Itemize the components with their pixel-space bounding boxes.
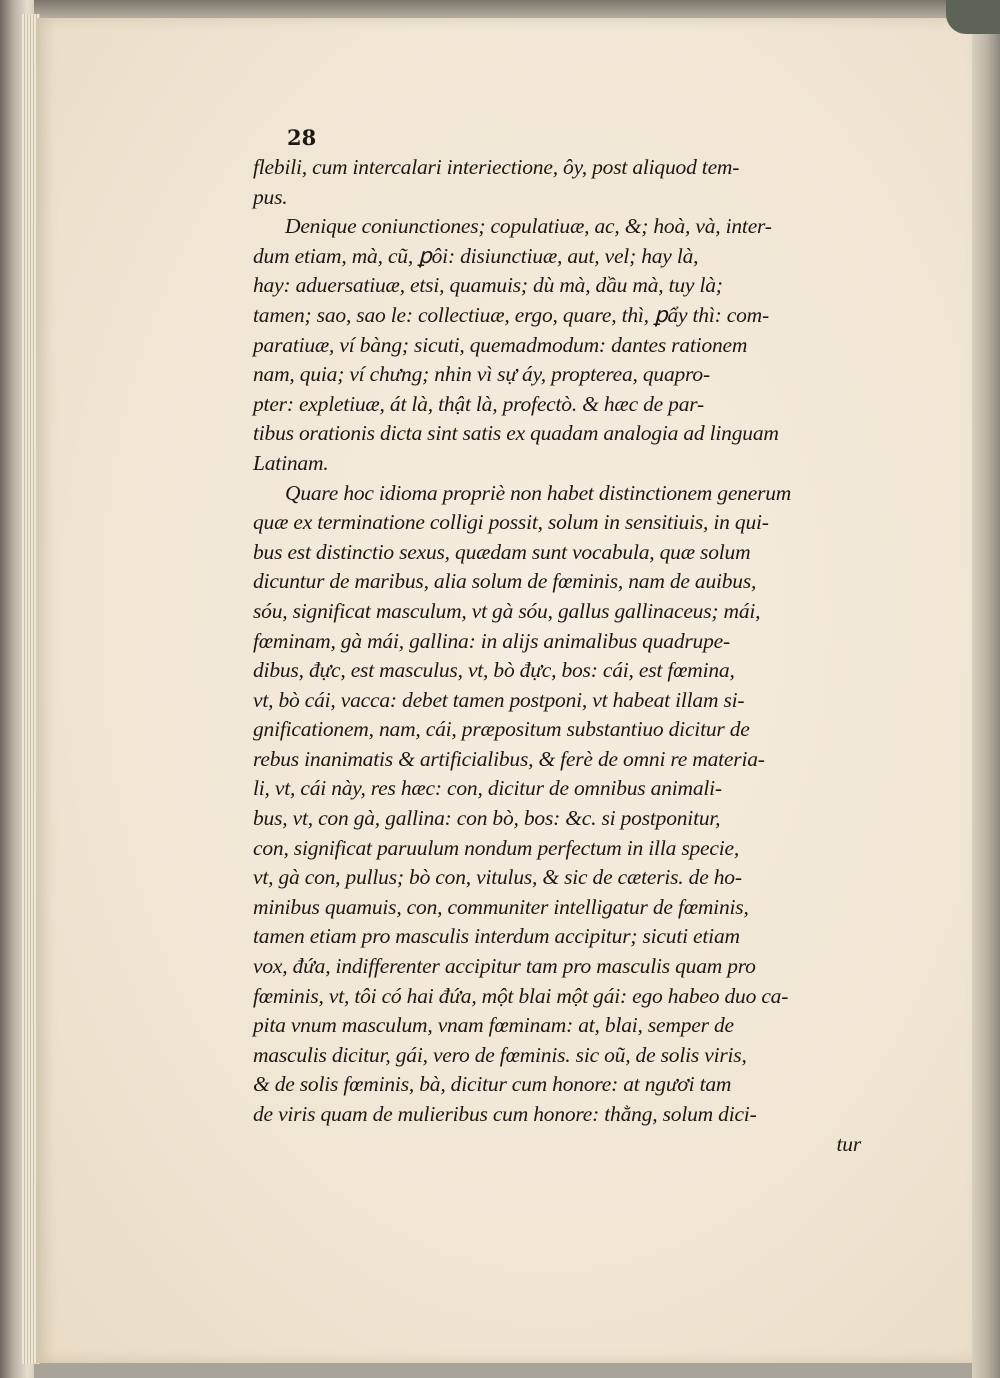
text-line: quæ ex terminatione colligi possit, solum in sensitiuis, in qui- xyxy=(253,510,769,535)
text-line: minibus quamuis, con, communiter intelligatur de fœminis, xyxy=(253,894,749,919)
text-line: dicuntur de maribus, alia solum de fœminis, nam de auibus, xyxy=(253,569,757,594)
text-line: tamen; sao, sao le: collectiuæ, ergo, quare, thì, ꝑẩy thì: com- xyxy=(253,302,769,327)
scan-right-edge xyxy=(972,0,1000,1378)
text-line: vox, đứa, indifferenter accipitur tam pro masculis quam pro xyxy=(253,954,756,979)
text-line: bus, vt, con gà, gallina: con bò, bos: &c. si postponitur, xyxy=(253,806,721,831)
text-line: flebili, cum intercalari interiectione, ôy, post aliquod tem- xyxy=(253,155,740,179)
text-line: fœminam, gà mái, gallina: in alijs animalibus quadrupe- xyxy=(253,628,730,653)
text-line: dum etiam, mà, cũ, ꝑôi: disiunctiuæ, aut, vel; hay là, xyxy=(253,243,699,268)
text-line: li, vt, cái này, res hæc: con, dicitur de omnibus animali- xyxy=(253,776,722,801)
text-line: vt, gà con, pullus; bò con, vitulus, & sic de cæteris. de ho- xyxy=(253,865,742,890)
page-text xyxy=(253,125,913,1159)
text-line: tamen etiam pro masculis interdum accipitur; sicuti etiam xyxy=(253,924,740,949)
text-line: gnificationem, nam, cái, præpositum substantiuo dicitur de xyxy=(253,717,750,742)
text-line: hay: aduersatiuæ, etsi, quamuis; dù mà, dầu mà, tuy là; xyxy=(253,273,723,298)
text-line: bus est distinctio sexus, quædam sunt vocabula, quæ solum xyxy=(253,539,751,564)
text-line: vt, bò cái, vacca: debet tamen postponi, vt habeat illam si- xyxy=(253,687,745,712)
corner-clip xyxy=(946,0,1000,34)
text-line: pter: expletiuæ, át là, thật là, profectò. & hæc de par- xyxy=(253,391,704,416)
text-line: pus. xyxy=(253,184,288,209)
text-line: paratiuæ, ví bàng; sicuti, quemadmodum: dantes rationem xyxy=(253,332,748,357)
text-line: nam, quia; ví chưng; nhin vì sự áy, propterea, quapro- xyxy=(253,362,710,387)
page-number: 28 xyxy=(287,125,317,150)
text-line: pita vnum masculum, vnam fœminam: at, blai, semper de xyxy=(253,1013,734,1038)
text-line: Quare hoc idioma propriè non habet distinctionem generum xyxy=(285,480,792,505)
text-line: masculis dicitur, gái, vero de fœminis. sic oũ, de solis viris, xyxy=(253,1042,747,1067)
text-line: con, significat paruulum nondum perfectum in illa specie, xyxy=(253,835,740,860)
text-line: dibus, đực, est masculus, vt, bò đực, bos: cái, est fœmina, xyxy=(253,658,735,683)
catchword: tur xyxy=(836,1131,861,1156)
text-line: Latinam. xyxy=(253,450,329,475)
text-lines xyxy=(253,153,913,1130)
text-line: de viris quam de mulieribus cum honore: thằng, solum dici- xyxy=(253,1102,757,1126)
text-line: fœminis, vt, tôi có hai đứa, một blai một gái: ego habeo duo ca- xyxy=(253,983,789,1008)
text-line: tibus orationis dicta sint satis ex quadam analogia ad linguam xyxy=(253,421,779,446)
scan-top-edge xyxy=(0,0,1000,18)
text-line: Denique coniunctiones; copulatiuæ, ac, &; hoà, và, inter- xyxy=(285,214,772,239)
text-line: rebus inanimatis & artificialibus, & ferè de omni re materia- xyxy=(253,746,765,771)
text-line: sóu, significat masculum, vt gà sóu, gallus gallinaceus; mái, xyxy=(253,598,761,623)
text-line: & de solis fœminis, bà, dicitur cum honore: at ngươi tam xyxy=(253,1072,732,1097)
